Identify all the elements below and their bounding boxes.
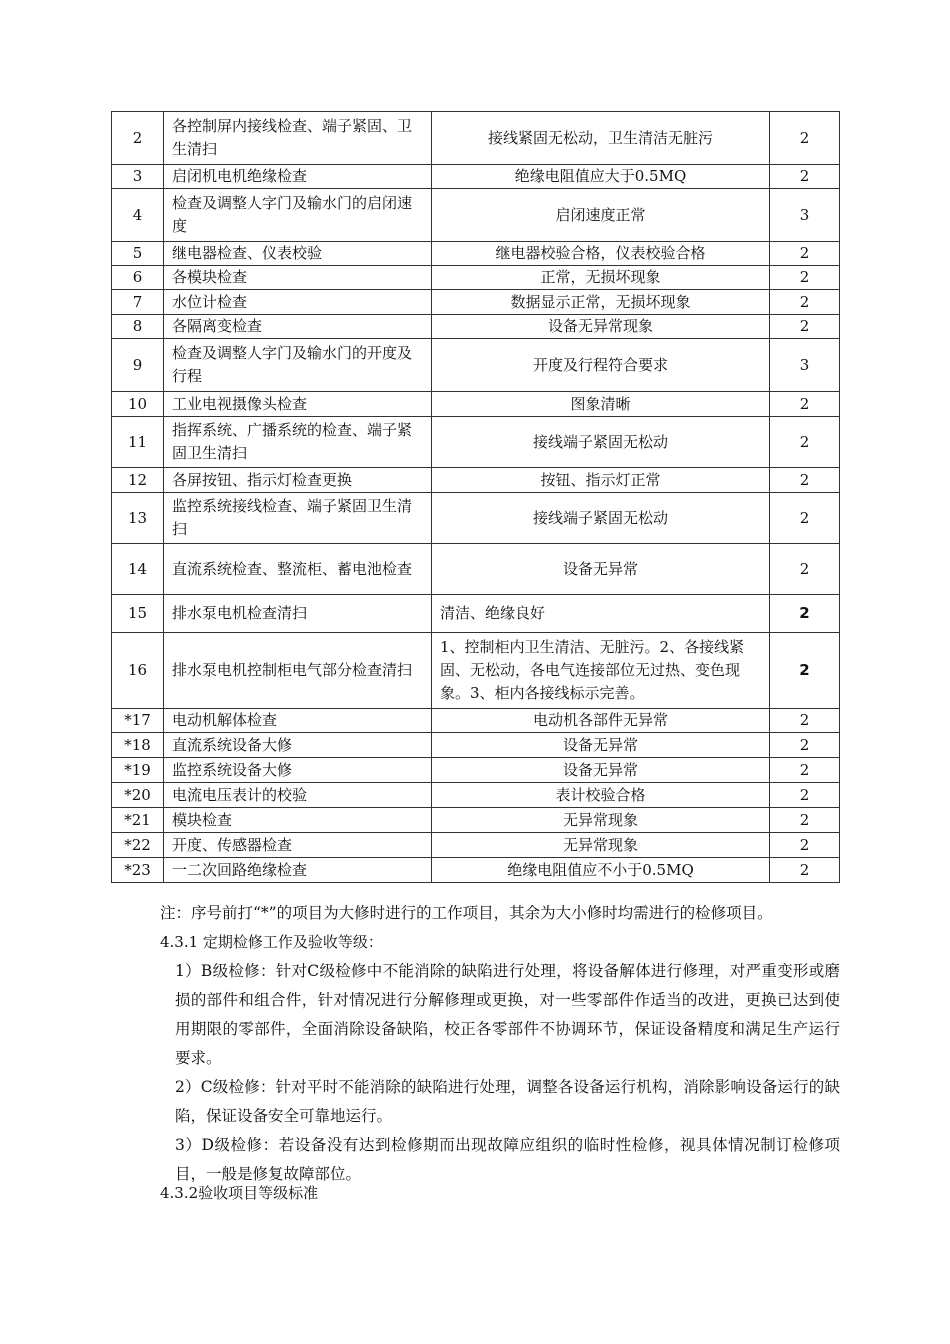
row-standard: 接线端子紧固无松动 <box>432 493 770 544</box>
row-standard: 绝缘电阻值应不小于0.5MQ <box>432 858 770 883</box>
row-number: 3 <box>112 165 164 189</box>
table-row <box>112 544 840 595</box>
row-item: 工业电视摄像头检查 <box>164 392 432 417</box>
row-number: *21 <box>112 808 164 833</box>
row-standard: 表计校验合格 <box>432 783 770 808</box>
row-standard: 设备无异常 <box>432 733 770 758</box>
row-item: 直流系统设备大修 <box>164 733 432 758</box>
row-number: 15 <box>112 595 164 633</box>
paragraph-c-text: 2）C级检修：针对平时不能消除的缺陷进行处理，调整各设备运行机构，消除影响设备运行的缺陷，保证设备安全可靠地运行。 <box>175 1078 840 1125</box>
row-grade: 2 <box>770 733 840 758</box>
row-standard: 图象清晰 <box>432 392 770 417</box>
row-grade: 2 <box>770 392 840 417</box>
table-row <box>112 468 840 493</box>
table-row <box>112 189 840 242</box>
table-row <box>112 733 840 758</box>
row-grade: 3 <box>770 189 840 242</box>
table-row <box>112 595 840 633</box>
row-grade: 2 <box>770 758 840 783</box>
row-standard: 设备无异常 <box>432 544 770 595</box>
paragraph-d-text: 3）D级检修：若设备没有达到检修期而出现故障应组织的临时性检修，视具体情况制订检修项目，一般是修复故障部位。 <box>175 1136 840 1183</box>
row-grade: 2 <box>770 290 840 315</box>
row-grade: 2 <box>770 468 840 493</box>
row-grade: 2 <box>770 417 840 468</box>
row-number: 5 <box>112 242 164 266</box>
row-number: 12 <box>112 468 164 493</box>
row-standard: 无异常现象 <box>432 833 770 858</box>
paragraph-c-level <box>145 1073 840 1131</box>
row-item: 排水泵电机检查清扫 <box>164 595 432 633</box>
row-standard: 电动机各部件无异常 <box>432 709 770 733</box>
row-grade: 2 <box>770 783 840 808</box>
row-number: 13 <box>112 493 164 544</box>
row-number: 16 <box>112 633 164 709</box>
row-item: 监控系统设备大修 <box>164 758 432 783</box>
row-number: *18 <box>112 733 164 758</box>
row-item: 各屏按钮、指示灯检查更换 <box>164 468 432 493</box>
row-item: 模块检查 <box>164 808 432 833</box>
row-item: 直流系统检查、整流柜、蓄电池检查 <box>164 544 432 595</box>
paragraph-b-level <box>145 957 840 1073</box>
row-grade: 2 <box>770 266 840 290</box>
table-row <box>112 808 840 833</box>
row-standard: 1、控制柜内卫生清洁、无脏污。2、各接线紧固、无松动，各电气连接部位无过热、变色现象。3、柜内各接线标示完善。 <box>432 633 770 709</box>
row-item: 指挥系统、广播系统的检查、端子紧固卫生清扫 <box>164 417 432 468</box>
table-row <box>112 112 840 165</box>
table-row <box>112 339 840 392</box>
row-item: 水位计检查 <box>164 290 432 315</box>
row-grade: 2 <box>770 112 840 165</box>
row-standard: 继电器校验合格，仪表校验合格 <box>432 242 770 266</box>
table-row <box>112 858 840 883</box>
table-row <box>112 833 840 858</box>
row-standard: 启闭速度正常 <box>432 189 770 242</box>
table-row <box>112 315 840 339</box>
table-note: 注：序号前打“*”的项目为大修时进行的工作项目，其余为大小修时均需进行的检修项目。 <box>160 904 773 922</box>
row-item: 各隔离变检查 <box>164 315 432 339</box>
table-row <box>112 266 840 290</box>
table-row <box>112 709 840 733</box>
row-item: 各模块检查 <box>164 266 432 290</box>
row-item: 电动机解体检查 <box>164 709 432 733</box>
row-number: 8 <box>112 315 164 339</box>
row-item: 检查及调整人字门及输水门的开度及行程 <box>164 339 432 392</box>
row-item: 各控制屏内接线检查、端子紧固、卫生清扫 <box>164 112 432 165</box>
table-row <box>112 417 840 468</box>
row-number: 2 <box>112 112 164 165</box>
row-item: 一二次回路绝缘检查 <box>164 858 432 883</box>
row-grade: 2 <box>770 808 840 833</box>
table-row <box>112 242 840 266</box>
row-number: 4 <box>112 189 164 242</box>
row-standard: 设备无异常现象 <box>432 315 770 339</box>
row-number: *22 <box>112 833 164 858</box>
row-grade: 2 <box>770 242 840 266</box>
row-grade: 2 <box>770 165 840 189</box>
row-item: 电流电压表计的校验 <box>164 783 432 808</box>
row-number: *20 <box>112 783 164 808</box>
row-grade: 2 <box>770 633 840 709</box>
row-standard: 数据显示正常，无损坏现象 <box>432 290 770 315</box>
row-item: 启闭机电机绝缘检查 <box>164 165 432 189</box>
table-row <box>112 633 840 709</box>
section-4-3-2-heading: 4.3.2验收项目等级标准 <box>160 1184 319 1202</box>
row-grade: 2 <box>770 595 840 633</box>
row-number: *17 <box>112 709 164 733</box>
row-number: 10 <box>112 392 164 417</box>
row-standard: 按钮、指示灯正常 <box>432 468 770 493</box>
table-row <box>112 290 840 315</box>
row-item: 开度、传感器检查 <box>164 833 432 858</box>
row-standard: 接线紧固无松动，卫生清洁无脏污 <box>432 112 770 165</box>
table-body <box>112 112 840 883</box>
row-grade: 2 <box>770 833 840 858</box>
row-standard: 清洁、绝缘良好 <box>432 595 770 633</box>
maintenance-table <box>111 111 840 883</box>
row-standard: 正常，无损坏现象 <box>432 266 770 290</box>
row-number: 7 <box>112 290 164 315</box>
row-grade: 2 <box>770 544 840 595</box>
row-number: 14 <box>112 544 164 595</box>
row-standard: 设备无异常 <box>432 758 770 783</box>
row-item: 监控系统接线检查、端子紧固卫生清扫 <box>164 493 432 544</box>
row-item: 排水泵电机控制柜电气部分检查清扫 <box>164 633 432 709</box>
paragraph-b-text: 1）B级检修：针对C级检修中不能消除的缺陷进行处理，将设备解体进行修理，对严重变形或磨损的部件和组合件，针对情况进行分解修理或更换，对一些零部件作适当的改进，更换已达到使用期限的零部件，全面消除设备缺陷，校正各零部件不协调环节，保证设备精度和满足生产运行要求。 <box>175 962 840 1067</box>
row-item: 继电器检查、仪表校验 <box>164 242 432 266</box>
table-row <box>112 783 840 808</box>
row-number: 6 <box>112 266 164 290</box>
row-number: *19 <box>112 758 164 783</box>
table-row <box>112 165 840 189</box>
row-grade: 2 <box>770 315 840 339</box>
row-number: 11 <box>112 417 164 468</box>
section-4-3-1-heading: 4.3.1 定期检修工作及验收等级： <box>160 933 383 951</box>
row-number: 9 <box>112 339 164 392</box>
row-grade: 3 <box>770 339 840 392</box>
row-number: *23 <box>112 858 164 883</box>
row-standard: 绝缘电阻值应大于0.5MQ <box>432 165 770 189</box>
row-item: 检查及调整人字门及输水门的启闭速度 <box>164 189 432 242</box>
table-row <box>112 758 840 783</box>
row-grade: 2 <box>770 709 840 733</box>
row-grade: 2 <box>770 858 840 883</box>
row-standard: 开度及行程符合要求 <box>432 339 770 392</box>
row-standard: 无异常现象 <box>432 808 770 833</box>
table-row <box>112 392 840 417</box>
row-grade: 2 <box>770 493 840 544</box>
table-row <box>112 493 840 544</box>
row-standard: 接线端子紧固无松动 <box>432 417 770 468</box>
